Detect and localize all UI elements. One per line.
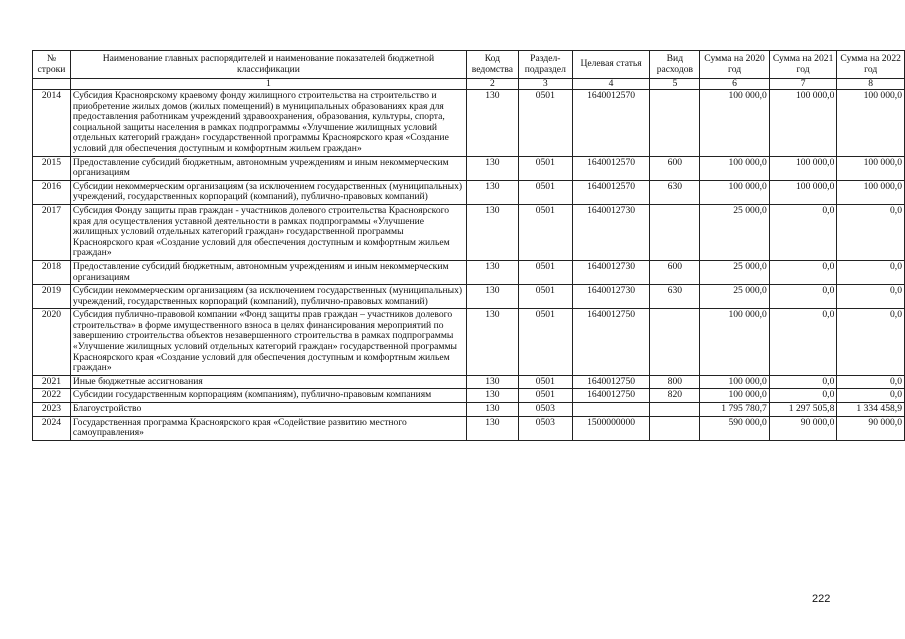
- row-sum-2020: 100 000,0: [700, 90, 770, 157]
- column-number: 1: [70, 79, 466, 90]
- row-sum-2022: 90 000,0: [837, 416, 905, 440]
- row-number: 2020: [33, 309, 71, 376]
- row-sum-2022: 100 000,0: [837, 180, 905, 204]
- row-number: 2019: [33, 285, 71, 309]
- row-sum-2020: 25 000,0: [700, 260, 770, 284]
- row-expense-type: 800: [650, 375, 700, 389]
- row-sum-2020: 590 000,0: [700, 416, 770, 440]
- row-expense-type: 600: [650, 156, 700, 180]
- row-department-code: 130: [466, 403, 518, 417]
- page-number: 222: [812, 593, 831, 605]
- budget-table-container: [32, 50, 905, 441]
- row-expense-type: 820: [650, 389, 700, 403]
- row-number: 2014: [33, 90, 71, 157]
- table-row: [33, 180, 905, 204]
- row-sum-2021: 100 000,0: [769, 90, 837, 157]
- row-sum-2020: 100 000,0: [700, 309, 770, 376]
- header-expense-type: Вид расходов: [650, 51, 700, 79]
- row-sum-2021: 0,0: [769, 309, 837, 376]
- table-row: [33, 260, 905, 284]
- row-number: 2022: [33, 389, 71, 403]
- row-section: 0501: [518, 180, 572, 204]
- header-department-code: Код ведомства: [466, 51, 518, 79]
- row-expense-type: [650, 204, 700, 260]
- row-target-article: 1640012570: [572, 90, 650, 157]
- row-sum-2022: 0,0: [837, 309, 905, 376]
- row-name: Иные бюджетные ассигнования: [70, 375, 466, 389]
- row-target-article: [572, 403, 650, 417]
- row-department-code: 130: [466, 416, 518, 440]
- row-sum-2020: 25 000,0: [700, 204, 770, 260]
- row-sum-2021: 100 000,0: [769, 180, 837, 204]
- row-section: 0501: [518, 204, 572, 260]
- row-sum-2021: 1 297 505,8: [769, 403, 837, 417]
- row-target-article: 1640012750: [572, 375, 650, 389]
- row-target-article: 1640012730: [572, 285, 650, 309]
- row-sum-2021: 0,0: [769, 375, 837, 389]
- row-section: 0501: [518, 389, 572, 403]
- table-body: [33, 90, 905, 441]
- table-row: [33, 309, 905, 376]
- row-expense-type: [650, 403, 700, 417]
- row-number: 2023: [33, 403, 71, 417]
- column-number-row: [33, 79, 905, 90]
- header-name: Наименование главных распорядителей и наименование показателей бюджетной классификации: [70, 51, 466, 79]
- row-sum-2022: 100 000,0: [837, 90, 905, 157]
- row-name: Субсидия Красноярскому краевому фонду жилищного строительства на строительство и приобретение жилых домов (жилых помещений) в муниципальных образованиях края для предоставления работникам учреждений здравоохранения, образования, культуры, спорта, социальной защиты населения в рамках подпрограммы «Улучшение жилищных условий отдельных категорий граждан» государственной программы Красноярского края «Создание условий для обеспечения доступным и комфортным жильем граждан»: [70, 90, 466, 157]
- column-number: 5: [650, 79, 700, 90]
- column-number: 3: [518, 79, 572, 90]
- row-name: Субсидии некоммерческим организациям (за исключением государственных (муниципальных) учреждений, государственных корпораций (компаний), публично-правовых компаний): [70, 285, 466, 309]
- table-row: [33, 156, 905, 180]
- row-expense-type: [650, 90, 700, 157]
- row-sum-2022: 0,0: [837, 260, 905, 284]
- row-sum-2020: 100 000,0: [700, 180, 770, 204]
- column-number: 6: [700, 79, 770, 90]
- row-sum-2022: 1 334 458,9: [837, 403, 905, 417]
- row-department-code: 130: [466, 389, 518, 403]
- row-sum-2020: 1 795 780,7: [700, 403, 770, 417]
- row-name: Субсидия публично-правовой компании «Фонд защиты прав граждан – участников долевого строительства» в форме имущественного взноса в целях финансирования мероприятий по завершению строительства объектов незавершенного строительства в рамках подпрограммы «Улучшение жилищных условий отдельных категорий граждан» государственной программы Красноярского края «Создание условий для обеспечения доступным и комфортным жильем граждан»: [70, 309, 466, 376]
- row-department-code: 130: [466, 90, 518, 157]
- table-row: [33, 285, 905, 309]
- header-sum-2020: Сумма на 2020 год: [700, 51, 770, 79]
- row-department-code: 130: [466, 180, 518, 204]
- row-sum-2022: 0,0: [837, 389, 905, 403]
- row-name: Субсидии государственным корпорациям (компаниям), публично-правовым компаниям: [70, 389, 466, 403]
- row-sum-2021: 0,0: [769, 204, 837, 260]
- column-number: 7: [769, 79, 837, 90]
- row-sum-2021: 90 000,0: [769, 416, 837, 440]
- row-name: Предоставление субсидий бюджетным, автономным учреждениям и иным некоммерческим организациям: [70, 156, 466, 180]
- header-target-article: Целевая статья: [572, 51, 650, 79]
- row-sum-2022: 100 000,0: [837, 156, 905, 180]
- column-number: 8: [837, 79, 905, 90]
- row-department-code: 130: [466, 285, 518, 309]
- row-section: 0503: [518, 416, 572, 440]
- row-target-article: 1500000000: [572, 416, 650, 440]
- row-target-article: 1640012750: [572, 309, 650, 376]
- row-name: Субсидия Фонду защиты прав граждан - участников долевого строительства Красноярского края для осуществления уставной деятельности в рамках подпрограммы «Улучшение жилищных условий отдельных категорий граждан» государственной программы Красноярского края «Создание условий для обеспечения доступным и комфортным жильем граждан»: [70, 204, 466, 260]
- row-number: 2015: [33, 156, 71, 180]
- row-sum-2020: 100 000,0: [700, 375, 770, 389]
- row-section: 0501: [518, 90, 572, 157]
- row-sum-2021: 0,0: [769, 285, 837, 309]
- row-number: 2024: [33, 416, 71, 440]
- row-section: 0501: [518, 285, 572, 309]
- row-department-code: 130: [466, 204, 518, 260]
- budget-table: [32, 50, 905, 441]
- header-sum-2021: Сумма на 2021 год: [769, 51, 837, 79]
- row-target-article: 1640012570: [572, 156, 650, 180]
- row-target-article: 1640012570: [572, 180, 650, 204]
- table-row: [33, 204, 905, 260]
- row-name: Предоставление субсидий бюджетным, автономным учреждениям и иным некоммерческим организациям: [70, 260, 466, 284]
- column-number: 4: [572, 79, 650, 90]
- column-number: [33, 79, 71, 90]
- table-row: [33, 389, 905, 403]
- row-section: 0503: [518, 403, 572, 417]
- row-expense-type: [650, 416, 700, 440]
- row-name: Благоустройство: [70, 403, 466, 417]
- row-section: 0501: [518, 260, 572, 284]
- row-target-article: 1640012730: [572, 204, 650, 260]
- row-expense-type: 600: [650, 260, 700, 284]
- row-expense-type: [650, 309, 700, 376]
- table-row: [33, 403, 905, 417]
- row-sum-2022: 0,0: [837, 204, 905, 260]
- row-section: 0501: [518, 156, 572, 180]
- row-number: 2021: [33, 375, 71, 389]
- row-target-article: 1640012730: [572, 260, 650, 284]
- row-sum-2021: 100 000,0: [769, 156, 837, 180]
- row-sum-2020: 25 000,0: [700, 285, 770, 309]
- row-sum-2021: 0,0: [769, 389, 837, 403]
- row-department-code: 130: [466, 375, 518, 389]
- row-department-code: 130: [466, 156, 518, 180]
- row-number: 2016: [33, 180, 71, 204]
- header-section: Раздел-подраздел: [518, 51, 572, 79]
- row-department-code: 130: [466, 260, 518, 284]
- row-sum-2022: 0,0: [837, 375, 905, 389]
- row-number: 2018: [33, 260, 71, 284]
- row-target-article: 1640012750: [572, 389, 650, 403]
- row-name: Субсидии некоммерческим организациям (за исключением государственных (муниципальных) учреждений, государственных корпораций (компаний), публично-правовых компаний): [70, 180, 466, 204]
- table-row: [33, 416, 905, 440]
- column-number: 2: [466, 79, 518, 90]
- row-section: 0501: [518, 309, 572, 376]
- row-sum-2020: 100 000,0: [700, 156, 770, 180]
- header-row-number: № строки: [33, 51, 71, 79]
- row-sum-2022: 0,0: [837, 285, 905, 309]
- table-row: [33, 90, 905, 157]
- row-name: Государственная программа Красноярского края «Содействие развитию местного самоуправления»: [70, 416, 466, 440]
- row-section: 0501: [518, 375, 572, 389]
- row-expense-type: 630: [650, 285, 700, 309]
- row-sum-2021: 0,0: [769, 260, 837, 284]
- row-number: 2017: [33, 204, 71, 260]
- row-department-code: 130: [466, 309, 518, 376]
- row-sum-2020: 100 000,0: [700, 389, 770, 403]
- table-row: [33, 375, 905, 389]
- table-header-row: [33, 51, 905, 79]
- header-sum-2022: Сумма на 2022 год: [837, 51, 905, 79]
- row-expense-type: 630: [650, 180, 700, 204]
